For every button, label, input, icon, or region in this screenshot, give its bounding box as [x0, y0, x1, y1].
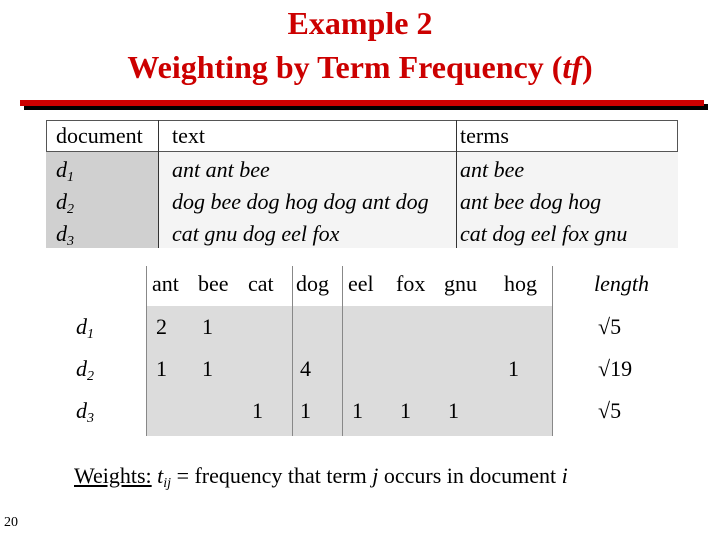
column-header-ant: ant [152, 271, 179, 296]
column-header-bee: bee [198, 271, 229, 296]
doc-terms-d1: ant bee [460, 157, 525, 182]
weight-grid-line [342, 266, 343, 436]
length-value-d3: √5 [598, 398, 622, 423]
weight-cell-d3-dog: 1 [300, 398, 311, 423]
weight-row-label-d3: $d_3$ [76, 398, 94, 426]
header-text: text [172, 123, 205, 148]
weight-row-label-d2: $d_2$ [76, 356, 94, 384]
weight-cell-d2-ant: 1 [156, 356, 167, 381]
doc-label-d3: $d_3$ [56, 221, 74, 249]
subtitle-tf: tf [562, 49, 582, 85]
header-terms: terms [460, 123, 509, 148]
caption-label: Weights: [74, 463, 152, 488]
weight-table [64, 266, 664, 436]
page-number: 20 [4, 515, 18, 530]
weights-caption [74, 462, 568, 490]
weight-cell-d1-ant: 2 [156, 314, 167, 339]
header-document: document [56, 123, 143, 148]
weight-cell-d2-bee: 1 [202, 356, 213, 381]
doc-text-d3: cat gnu dog eel fox [172, 221, 340, 246]
doc-label-d2: $d_2$ [56, 189, 74, 217]
weight-cell-d1-bee: 1 [202, 314, 213, 339]
doc-text-d1: ant ant bee [172, 157, 270, 182]
doc-label-d1: $d_1$ [56, 157, 74, 185]
caption-j: j [372, 463, 379, 488]
doc-table-divider-1 [158, 120, 159, 248]
column-header-eel: eel [348, 271, 374, 296]
weight-cell-d2-hog: 1 [508, 356, 519, 381]
doc-terms-d3: cat dog eel fox gnu [460, 221, 628, 246]
title-rule [20, 100, 704, 106]
slide-title: Example 2 [287, 5, 433, 41]
column-header-hog: hog [504, 271, 537, 296]
column-header-fox: fox [396, 271, 426, 296]
weight-cell-d3-fox: 1 [400, 398, 411, 423]
caption-i: i [561, 463, 568, 488]
column-header-gnu: gnu [444, 271, 477, 296]
document-table [46, 120, 678, 248]
caption-after-j: occurs in document [378, 463, 562, 488]
doc-table-divider-2 [456, 120, 457, 248]
weight-cell-d3-gnu: 1 [448, 398, 459, 423]
subtitle-prefix: Weighting by Term Frequency ( [127, 49, 563, 85]
column-header-dog: dog [296, 271, 329, 296]
weight-grid-line [292, 266, 293, 436]
length-value-d1: √5 [598, 314, 622, 339]
column-header-length: length [594, 271, 649, 296]
caption-t: $t_{ij}$ [157, 463, 172, 491]
weight-grid-line [146, 266, 147, 436]
column-header-cat: cat [248, 271, 274, 296]
weight-cell-d3-eel: 1 [352, 398, 363, 423]
doc-text-d2: dog bee dog hog dog ant dog [172, 189, 429, 214]
weight-row-label-d1: $d_1$ [76, 314, 94, 342]
subtitle-suffix: ) [581, 49, 593, 85]
slide-subtitle [0, 48, 720, 86]
weight-grid-line [552, 266, 553, 436]
doc-terms-d2: ant bee dog hog [460, 189, 602, 214]
weight-cell-d3-cat: 1 [252, 398, 263, 423]
length-value-d2: √19 [598, 356, 633, 381]
caption-middle: = frequency that term [171, 463, 373, 488]
weight-cell-d2-dog: 4 [300, 356, 311, 381]
